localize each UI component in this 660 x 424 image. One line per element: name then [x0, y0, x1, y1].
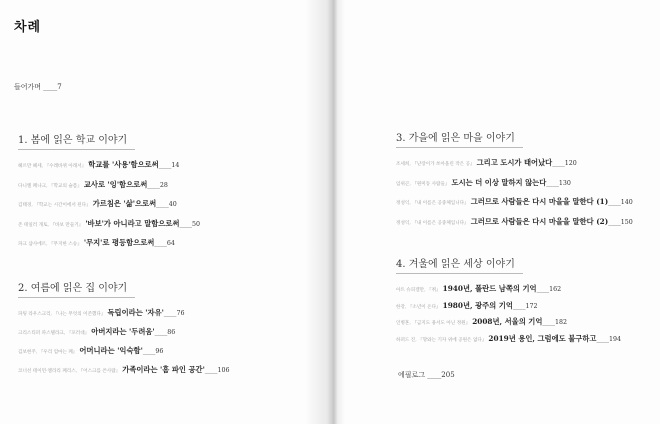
entry-list — [396, 284, 621, 350]
entry-title: '무지'로 평등함으로써 — [83, 238, 155, 247]
entry-page: 40 — [168, 201, 177, 208]
toc-entry[interactable]: 인병혼, 『금지도 용서도 아닌 정원』 2008년, 서울의 기억____182 — [396, 317, 568, 326]
intro-page: 7 — [57, 83, 62, 91]
entry-author: 크리스티퍼 파스텔라크, 『포러대』 — [18, 331, 90, 336]
entry-page: 76 — [176, 310, 185, 317]
entry-page: 106 — [217, 367, 230, 374]
epilogue-label: 에필로그 — [398, 371, 426, 379]
entry-page: 150 — [620, 218, 633, 226]
toc-entry[interactable]: 파팅 라우스크리, 『나는 무엇의 이존했다』 독립이라는 '자유'____76 — [18, 308, 185, 317]
entry-title: 어머니라는 '익숙함' — [79, 346, 143, 355]
toc-entry[interactable]: 아트 슈피겔만, 『쥐』 1940년, 폴란드 남쪽의 기억____162 — [396, 284, 562, 293]
section-heading: 1. 봄에 읽은 학교 이야기 — [18, 131, 135, 150]
entry-title: 학교를 '사용'함으로써 — [88, 160, 159, 169]
entry-page: 182 — [555, 319, 568, 326]
entry-page: 130 — [558, 179, 571, 187]
entry-title: 1940년, 폴란드 남쪽의 기억 — [442, 284, 537, 293]
entry-author: 다니엘 페나크, 『학교의 슬픔』 — [18, 183, 82, 189]
entry-page: 162 — [549, 286, 562, 293]
entry-title: 그러므로 사람들은 다시 마을을 말한다 (1) — [470, 197, 609, 206]
toc-entry[interactable]: 코너선 테이먼·엘라리 페리스, 『어스크를 쓴사람』 가족이라는 '흠 파인 공간'____106 — [18, 365, 230, 374]
book-spine-shadow — [305, 0, 345, 424]
entry-title: 가족이라는 '흠 파인 공간' — [122, 365, 205, 374]
entry-author: 한강, 『소년이 온다』 — [396, 304, 441, 310]
entry-page: 86 — [167, 329, 176, 336]
entry-author: 헤르만 헤세, 『수레바퀴 아래서』 — [18, 164, 87, 169]
entry-title: '바보'가 아니라고 말함으로써 — [85, 218, 180, 228]
toc-entry[interactable]: 정성익, 『내 이름은 공중체입니다』 그러므로 사람들은 다시 마을을 말한다 (1)____140 — [396, 197, 633, 206]
entry-author: 코너선 테이먼·엘라리 페리스, 『어스크를 쓴사람』 — [18, 369, 121, 374]
entry-title: 가르침은 '삶'으로써 — [92, 199, 157, 208]
entry-list — [18, 308, 229, 384]
section-heading: 3. 가을에 읽은 마을 이야기 — [396, 129, 523, 148]
section-winter-world — [396, 252, 621, 350]
toc-entry[interactable]: 임위곤, 『원미동 사람들』 도시는 더 이상 말하지 않는다____130 — [396, 177, 571, 187]
entry-author: 존 테일러 개토, 『바보 만들기』 — [18, 222, 84, 228]
entry-author: 아트 슈피겔만, 『쥐』 — [396, 288, 441, 293]
entry-title: 그리고 도시가 태어났다 — [476, 158, 553, 167]
toc-entry[interactable]: 존 테일러 개토, 『바보 만들기』 '바보'가 아니라고 말함으로써____50 — [18, 218, 201, 228]
toc-entry[interactable]: 하퍼드 진, 『망와는 기자 위에 공원은 없다』 2019년 용인, 그럼에도 불구하고____194 — [396, 333, 622, 343]
entry-author: 정성익, 『내 이름은 공중체입니다』 — [396, 201, 469, 206]
entry-author: 임위곤, 『원미동 사람들』 — [396, 181, 450, 187]
entry-author: 김태경, 『학교는 시간이에서 된다』 — [18, 203, 91, 208]
toc-entry[interactable]: 김태경, 『학교는 시간이에서 된다』 가르침은 '삶'으로써____40 — [18, 199, 177, 208]
entry-author: 파크 샴사에르, 『무지한 스승』 — [18, 242, 82, 247]
epilogue-page: 205 — [441, 371, 455, 379]
entry-page: 14 — [171, 162, 180, 169]
entry-title: 아버지라는 '두려움' — [91, 327, 155, 336]
entry-author: 조세희, 『난장이가 쏘아올린 작은 공』 — [396, 162, 475, 167]
toc-entry[interactable]: 파크 샴사에르, 『무지한 스승』 '무지'로 평등함으로써____64 — [18, 238, 175, 247]
entry-page: 96 — [155, 348, 164, 355]
entry-author: 하퍼드 진, 『망와는 기자 위에 공원은 없다』 — [396, 337, 487, 343]
entry-author: 인병혼, 『금지도 용서도 아닌 정원』 — [396, 321, 471, 326]
entry-list — [396, 158, 633, 236]
entry-author: 김보현주, 『우리 엄마는 페』 — [18, 350, 78, 355]
entry-author: 정성익, 『내 이름은 공중체입니다』 — [396, 220, 469, 226]
entry-title: 그러므로 사람들은 다시 마을을 말한다 (2) — [470, 216, 609, 226]
entry-page: 172 — [525, 302, 538, 310]
toc-entry[interactable]: 조세희, 『난장이가 쏘아올린 작은 공』 그리고 도시가 태어났다____120 — [396, 158, 577, 167]
entry-title: 2008년, 서울의 기억 — [472, 317, 543, 326]
toc-entry[interactable]: 다니엘 페나크, 『학교의 슬픔』 교사로 '잉'함으로써____28 — [18, 179, 168, 189]
entry-page: 140 — [620, 199, 633, 206]
entry-title: 2019년 용인, 그럼에도 불구하고 — [488, 333, 597, 343]
entry-page: 64 — [166, 240, 175, 247]
entry-page: 28 — [159, 181, 168, 189]
entry-page: 194 — [609, 335, 622, 343]
section-summer-home — [18, 276, 229, 384]
entry-page: 50 — [192, 220, 201, 228]
section-heading: 4. 겨울에 읽은 세상 이야기 — [396, 255, 523, 274]
intro-label: 들어가며 — [14, 83, 42, 91]
toc-entry[interactable]: 한강, 『소년이 온다』 1980년, 광주의 기억____172 — [396, 300, 538, 310]
epilogue-entry[interactable]: 에필로그 ____205 — [398, 371, 455, 379]
section-spring-school — [18, 128, 200, 258]
entry-title: 도시는 더 이상 말하지 않는다 — [451, 177, 547, 187]
toc-entry[interactable]: 헤르만 헤세, 『수레바퀴 아래서』 학교를 '사용'함으로써____14 — [18, 160, 180, 169]
entry-title: 1980년, 광주의 기억 — [442, 300, 513, 310]
toc-entry[interactable]: 김보현주, 『우리 엄마는 페』 어머니라는 '익숙함'____96 — [18, 346, 164, 355]
entry-title: 독립이라는 '자유' — [107, 308, 164, 317]
entry-list — [18, 160, 200, 258]
toc-entry[interactable]: 정성익, 『내 이름은 공중체입니다』 그러므로 사람들은 다시 마을을 말한다 (2)____150 — [396, 216, 633, 226]
section-autumn-village — [396, 126, 633, 236]
entry-author: 파팅 라우스크리, 『나는 무엇의 이존했다』 — [18, 312, 106, 317]
toc-entry[interactable]: 크리스티퍼 파스텔라크, 『포러대』 아버지라는 '두려움'____86 — [18, 327, 176, 336]
entry-title: 교사로 '잉'함으로써 — [83, 179, 148, 189]
intro-entry[interactable]: 들어가며 ____7 — [14, 83, 62, 91]
entry-page: 120 — [564, 160, 577, 167]
toc-title: 차례 — [14, 20, 42, 35]
section-heading: 2. 여름에 읽은 집 이야기 — [18, 279, 135, 298]
